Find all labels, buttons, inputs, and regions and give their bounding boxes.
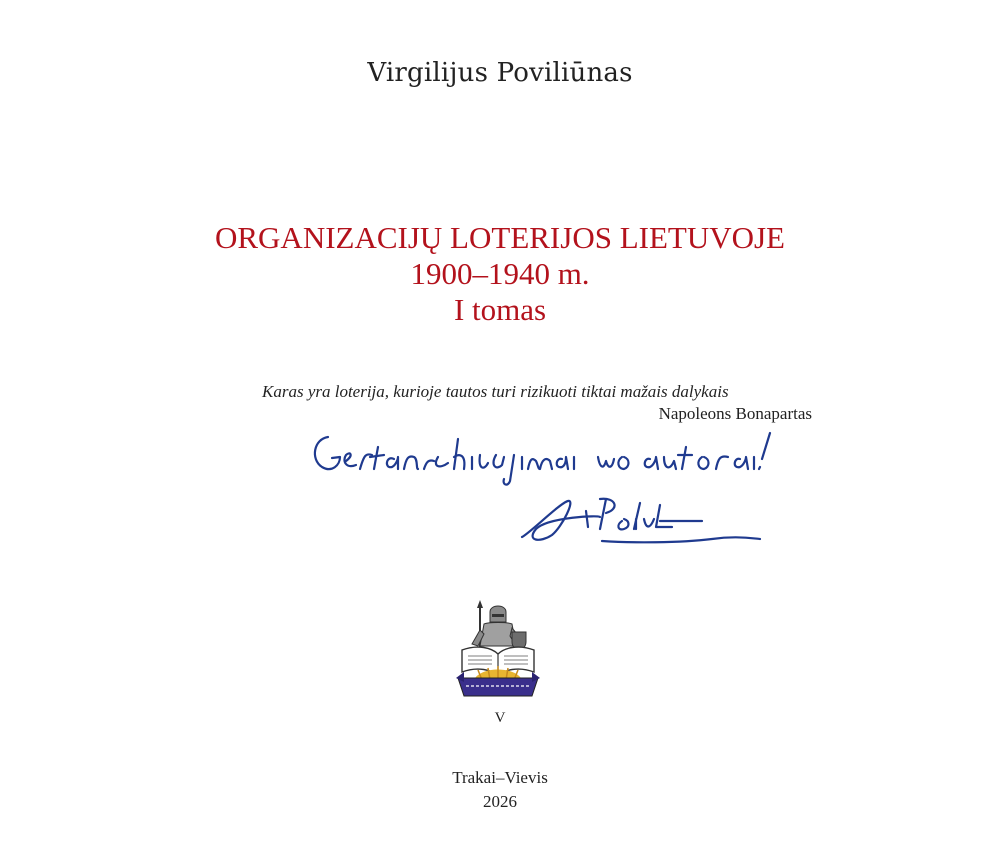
title-years: 1900–1940 m. [410, 256, 590, 291]
handwriting-icon [300, 425, 800, 555]
epigraph-source: Napoleons Bonapartas [658, 404, 812, 423]
epigraph [262, 381, 812, 425]
imprint [0, 766, 1000, 814]
author-name: Virgilijus Poviliūnas [367, 58, 633, 88]
imprint-year: 2026 [483, 792, 517, 811]
title-main: ORGANIZACIJŲ LOTERIJOS LIETUVOJE [214, 220, 785, 255]
handwritten-inscription [300, 425, 800, 555]
epigraph-quote: Karas yra loterija, kurioje tautos turi rizikuoti tiktai mažais dalykais [262, 382, 729, 401]
publisher-emblem [452, 600, 544, 700]
imprint-place: Trakai–Vievis [452, 768, 548, 787]
title-volume: I tomas [453, 292, 547, 327]
volume-mark: V [494, 710, 506, 726]
knight-book-emblem-icon [452, 600, 544, 700]
book-title [0, 220, 1000, 328]
